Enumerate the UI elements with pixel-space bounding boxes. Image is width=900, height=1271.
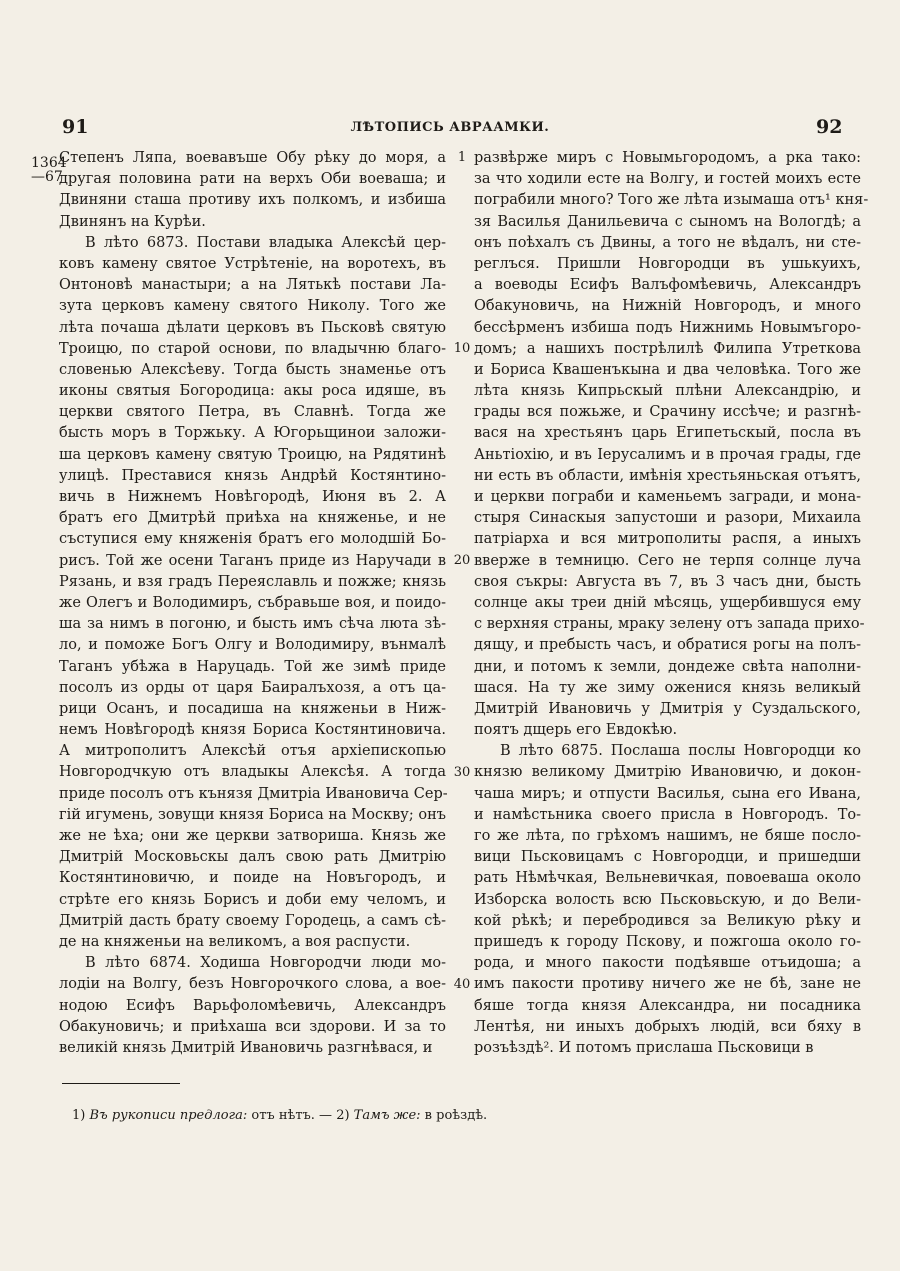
text-line: братъ его Дмитрѣй приѣха на княженье, и не [59,510,446,527]
text-line: Двинянъ на Курѣи. [59,213,206,230]
text-line: стрѣте его князь Борисъ и доби ему челомъ, и [59,891,446,908]
text-line: ло, и поможе Богъ Олгу и Володимиру, вънмалѣ [59,637,446,654]
text-line: ни есть въ области, имѣнія хрестьяньская отъятъ, [474,467,861,484]
text-line: Дмитрій Ивановичь у Дмитрія у Суздальского, [474,700,861,717]
text-line: грады вся пожьже, и Срачину иссѣче; и разгнѣ- [474,404,861,421]
text-line: домъ; а нашихъ пострѣлилѣ Филипа Утреткова [474,340,861,357]
page-number-right: 92 [816,116,843,138]
text-line: Аньтіохію, и въ Іерусалимъ и в прочая грады, где [474,446,861,463]
text-line: князю великому Дмитрію Ивановичю, и докон- [474,764,861,781]
text-line: развѣржe миръ с Новымьгородомъ, а рка тако: [474,150,861,166]
footnote-2-label: Тамъ же: [353,1108,421,1123]
margin-year-top: 1364 [31,155,67,171]
text-line: Костянтиновичю, и поиде на Новъгородъ, и [59,870,446,887]
text-line: стыря Синаскыя запустоши и разори, Михаила [474,510,861,527]
text-line: ша церковъ камену святую Троицю, на Рядятинѣ [59,446,446,463]
text-line: иконы святыя Богородица: акы роса идяше, въ [59,383,446,400]
text-line: словенью Алексѣеву. Тогда бысть знаменье отъ [59,361,446,378]
right-column-text [474,148,869,1059]
text-line: же не ѣха; они же церкви затвориша. Князь же [59,828,446,844]
text-line: Степенъ Ляпа, воевавъше Обу рѣку до моря, а [59,150,446,166]
text-line: онъ поѣхалъ съ Двины, а того не вѣдалъ, ни сте- [474,234,861,251]
text-line: пришедъ к городу Пскову, и пожгоша около го- [474,933,861,950]
text-line: и церкви пограби и каменьемъ загради, и мона- [474,489,861,505]
text-line: розъѣздѣ². И потомъ прислаша Пьсковици в [474,1039,814,1056]
footnote-1-text: отъ нѣтъ. — [251,1108,333,1123]
text-line: с верхняя страны, мраку зелену отъ запада прихо- [474,616,865,633]
text-line: поятъ дщерь его Евдокѣю. [474,722,678,739]
text-line: дни, и потомъ к земли, дондеже свѣта наполни- [474,658,861,675]
text-line: чаша миръ; и отпусти Василья, сына его Ивана, [474,785,861,802]
text-line: В лѣто 6875. Послаша послы Новгородци ко [500,743,861,760]
footnote-2-number: 2) [336,1108,350,1123]
text-line: великій князь Дмитрій Ивановичь разгнѣвася, и [59,1039,433,1056]
text-line: своя съкры: Августа въ 7, въ 3 часъ дни, бысть [474,573,861,590]
margin-year-bottom: —67 [31,169,63,185]
text-line: и Бориса Квашенъкына и два человѣка. Того же [474,361,861,378]
line-number-30: 30 [453,765,471,780]
text-line: и намѣстьника своего присла в Новгородъ. То- [474,806,861,823]
text-line: немъ Новѣгородѣ князя Бориса Костянтиновича. [59,722,446,739]
text-line: дящу, и пребысть часъ, и обратися рогы на полъ- [474,637,861,654]
text-line: Лентѣя, ни иныхъ добрыхъ людій, вси бяху в [474,1018,861,1035]
text-line: ковъ камену святое Устрѣтеніе, на воротехъ, въ [59,255,446,272]
text-line: вичь в Нижнемъ Новѣгородѣ, Июня въ 2. А [59,489,446,505]
text-line: съступися ему княженія братъ его молодшій Бо- [59,531,446,548]
text-line: же Олегъ и Володимиръ, събравьше воя, и поидо- [59,594,446,611]
text-line: посолъ из орды от царя Баиралъхозя, а отъ ца- [59,679,446,696]
text-line: Таганъ убѣжа в Наруцадь. Той же зимѣ приде [59,658,446,675]
text-line: другая половина рати на верхъ Оби воеваша; и [59,171,446,188]
text-line: В лѣто 6873. Постави владыка Алексѣй цер- [85,234,446,251]
text-line: Новгородчкую отъ владыкы Алексѣя. А тогда [59,764,446,781]
text-line: шася. На ту же зиму оженися князь великый [474,679,861,696]
text-line: рода, и много пакости подѣявше отъидоша; а [474,955,861,972]
text-line: Дмитрій дасть брату своему Городець, а самъ сѣ- [59,912,446,929]
text-line: рать Нѣмѣчкая, Вельневичкая, повоеваша около [474,870,861,887]
text-line: рисъ. Той же осени Таганъ приде из Наручади в [59,552,446,569]
line-number-40: 40 [453,977,471,992]
running-title: ЛѢТОПИСЬ АВРААМКИ. [350,120,550,135]
text-line: В лѣто 6874. Ходиша Новгородчи люди мо- [85,955,446,972]
text-line: реглъся. Пришли Новгородци въ ушькуихъ, [474,255,861,272]
text-line: лодіи на Волгу, безъ Новгорочкого слова, а вое- [59,976,446,993]
text-line: улицѣ. Преставися князь Андрѣй Костянтино- [59,467,446,484]
footnotes [72,1108,487,1123]
text-line: рици Осанъ, и посадиша на княженьи в Ниж- [59,700,446,717]
text-line: Двиняни сташа противу ихъ полкомъ, и избиша [59,192,446,209]
text-line: вася на хрестьянъ царь Египетьскый, посла въ [474,425,861,442]
text-line: Обакуновичь, на Нижній Новгородъ, и много [474,298,861,315]
text-line: приде посолъ отъ кънязя Дмитріа Ивановича Сер- [59,785,448,802]
text-line: нодою Есифъ Варьфоломѣевичь, Александръ [59,997,446,1014]
footnote-1-label: Въ рукописи предлога: [89,1108,248,1123]
text-line: Онтоновѣ манастыри; а на Лятькѣ постави Ла- [59,277,446,294]
page-number-left: 91 [62,116,89,138]
text-line: имъ пакости противу ничего же не бѣ, зане не [474,976,861,993]
text-line: кой рѣкѣ; и перебродився за Великую рѣку и [474,912,861,929]
text-line: солнце акы треи дній мѣсяць, ущербившуся ему [474,594,861,611]
line-number-20: 20 [453,553,471,568]
line-number-10: 10 [453,341,471,356]
footnote-2-text: в роѣздѣ. [424,1108,488,1123]
text-line: Дмитрій Московьскы далъ свою рать Дмитрію [59,849,446,866]
text-line: Троицю, по старой основи, по владычню благо- [59,340,446,357]
text-line: Изборска волость всю Пьсковьскую, и до Вели- [474,891,861,908]
text-line: вици Пьсковицамъ с Новгородци, и пришедши [474,849,861,866]
text-line: ввержe в темницю. Сего не терпя солнце луча [474,552,861,569]
text-line: го же лѣта, по грѣхомъ нашимъ, не бяше посло- [474,828,861,844]
text-line: а воеводы Есифъ Валъфомѣевичь, Александръ [474,277,861,294]
text-line: лѣта почаша дѣлати церковъ въ Пьсковѣ святую [59,319,446,336]
line-number-1: 1 [457,150,467,165]
text-line: церкви святого Петра, въ Славнѣ. Тогда же [59,404,446,421]
footnote-1-number: 1) [72,1108,86,1123]
text-line: Рязань, и взя градъ Переяславль и пожже; князь [59,573,446,590]
text-line: пограбили много? Того же лѣта изымаша отъ¹ кня- [474,192,869,209]
text-line: де на княженьи на великомъ, а воя распусти. [59,933,411,950]
text-line: бяше тогда князя Александра, ни посадника [474,997,861,1014]
text-line: Обакуновичь; и приѣхаша вси здорови. И за то [59,1018,446,1035]
page-header [0,116,900,140]
footnote-rule [62,1083,180,1084]
text-line: зута церковъ камену святого Николу. Того же [59,298,446,315]
text-line: лѣта князь Кипрьскый плѣни Александрію, и [474,383,861,400]
text-line: гій игумень, зовущи князя Бориса на Москву; онъ [59,806,446,823]
text-line: бессѣрменъ избиша подъ Нижнимь Новымъгоро- [474,319,861,336]
text-line: патріархa и вся митрополиты распя, а иныхъ [474,531,861,548]
text-line: А митрополитъ Алексѣй отъя архіепископью [59,743,446,760]
text-line: бысть моръ в Торжьку. А Югорьщинои заложи- [59,425,446,442]
text-line: ша за нимъ в погоню, и бысть имъ сѣча люта зѣ- [59,616,446,633]
text-line: зя Василья Данильевича с сыномъ на Вологдѣ; а [474,213,861,230]
left-column-text [59,148,446,1059]
text-line: за что ходили есте на Волгу, и гостей моихъ есте [474,171,861,188]
